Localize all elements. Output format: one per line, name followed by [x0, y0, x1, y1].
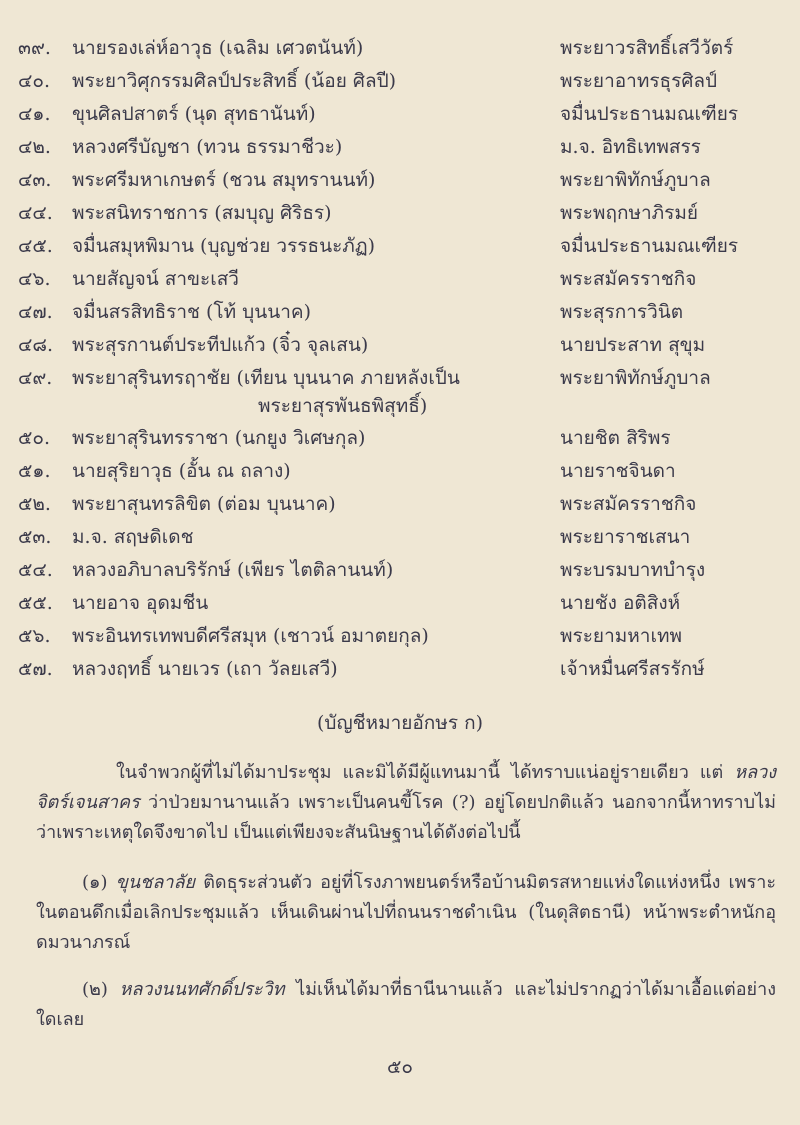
item-number: ๕๔. [18, 559, 53, 581]
item-number: ๕๒. [18, 493, 51, 515]
patron-name: จมื่นประธานมณเฑียร [560, 103, 739, 125]
list-item [0, 32, 800, 65]
item-number: ๔๗. [18, 301, 53, 323]
paragraph-text: ว่าป่วยมานานแล้ว เพราะเป็นคนขี้โรค (?) อยู่โดยปกติแล้ว นอกจากนี้หาทราบไม่ว่าเพราะเหตุใดจึงขาดไป เป็นแต่เพียงจะสันนิษฐานได้ดังต่อไปนี้ [36, 792, 776, 843]
member-list [0, 32, 800, 686]
paragraph-text: ในจำพวกผู้ที่ไม่ได้มาประชุม และมิได้มีผู้แทนมานี้ ได้ทราบแน่อยู่รายเดียว แต่ [116, 762, 735, 783]
member-name: พระสุรกานต์ประทีปแก้ว (จิ๋ว จุลเสน) [72, 334, 369, 356]
list-item [0, 653, 800, 686]
list-item [0, 296, 800, 329]
item-number: ๓๙. [18, 37, 51, 59]
paragraph-text: ติดธุระส่วนตัว อยู่ที่โรงภาพยนตร์หรือบ้านมิตรสหายแห่งใดแห่งหนึ่ง เพราะในตอนดึกเมื่อเลิกประชุมแล้ว เห็นเดินผ่านไปที่ถนนราชดำเนิน (ในดุสิตธานี) หน้าพระตำหนักอุดมวนาภรณ์ [36, 872, 776, 953]
patron-name: พระสมัครราชกิจ [560, 493, 697, 515]
paragraph-text: (๑) [82, 872, 116, 893]
item-number: ๔๖. [18, 268, 51, 290]
list-item [0, 422, 800, 455]
member-name: ม.จ. สฤษดิเดช [72, 526, 194, 548]
patron-name: พระยาอาทรธุรศิลป์ [560, 70, 718, 92]
member-name: พระยาวิศุกรรมศิลป์ประสิทธิ์ (น้อย ศิลปี) [72, 70, 397, 92]
patron-name: พระบรมบาทบำรุง [560, 559, 706, 581]
item-number: ๕๑. [18, 460, 51, 482]
item-number: ๔๙. [18, 367, 53, 389]
item-number: ๕๕. [18, 592, 53, 614]
patron-name: นายชิต สิริพร [560, 427, 671, 449]
list-item [0, 164, 800, 197]
member-name: นายสัญจน์ สาขะเสวี [72, 268, 239, 290]
person-name: ขุนชลาลัย [115, 872, 196, 893]
list-item [0, 362, 800, 422]
list-item [0, 455, 800, 488]
paragraph-item-2 [36, 975, 776, 1035]
paragraph-intro [36, 758, 776, 848]
member-name: พระอินทรเทพบดีศรีสมุห (เชาวน์ อมาตยกุล) [72, 625, 429, 647]
list-item [0, 521, 800, 554]
member-name: นายอาจ อุดมชีน [72, 592, 209, 614]
item-number: ๕๐. [18, 427, 51, 449]
patron-name: นายประสาท สุขุม [560, 334, 706, 356]
member-name: นายรองเล่ห์อาวุธ (เฉลิม เศวตนันท์) [72, 37, 364, 59]
page-number: ๕๐ [387, 1056, 413, 1078]
list-item [0, 620, 800, 653]
patron-name: นายราชจินดา [560, 460, 676, 482]
member-name: นายสุริยาวุธ (อั้น ณ ถลาง) [72, 460, 291, 482]
list-item [0, 197, 800, 230]
patron-name: ม.จ. อิทธิเทพสรร [560, 136, 701, 158]
member-name: พระศรีมหาเกษตร์ (ชวน สมุทรานนท์) [72, 169, 376, 191]
patron-name: พระยามหาเทพ [560, 625, 682, 647]
list-item [0, 131, 800, 164]
member-name: พระสนิทราชการ (สมบุญ ศิริธร) [72, 202, 332, 224]
member-name: จมื่นสรสิทธิราช (โท้ บุนนาค) [72, 301, 311, 323]
patron-name: พระยาวรสิทธิ์เสวีวัตร์ [560, 37, 734, 59]
patron-name: จมื่นประธานมณเฑียร [560, 235, 739, 257]
item-number: ๔๔. [18, 202, 53, 224]
section-heading: (บัญชีหมายอักษร ก) [316, 712, 483, 734]
list-item [0, 587, 800, 620]
patron-name: พระสมัครราชกิจ [560, 268, 697, 290]
item-number: ๕๗. [18, 658, 53, 680]
member-name: พระยาสุนทรลิขิต (ต่อม บุนนาค) [72, 493, 336, 515]
patron-name: พระยาพิทักษ์ภูบาล [560, 367, 711, 389]
patron-name: นายชัง อติสิงห์ [560, 592, 681, 614]
list-item [0, 263, 800, 296]
list-item [0, 230, 800, 263]
item-number: ๔๕. [18, 235, 53, 257]
member-name: หลวงศรีบัญชา (ทวน ธรรมาชีวะ) [72, 136, 343, 158]
item-number: ๔๘. [18, 334, 54, 356]
paragraph-item-1 [36, 868, 776, 958]
list-item [0, 488, 800, 521]
patron-name: พระยาราชเสนา [560, 526, 691, 548]
member-name: พระยาสุรินทรราชา (นกยูง วิเศษกุล) [72, 427, 366, 449]
item-number: ๔๐. [18, 70, 51, 92]
member-name-continued: พระยาสุรพันธพิสุทธิ์) [258, 395, 428, 417]
item-number: ๔๓. [18, 169, 52, 191]
item-number: ๕๖. [18, 625, 51, 647]
member-name: ขุนศิลปสาตร์ (นุด สุทธานันท์) [72, 103, 316, 125]
member-name: พระยาสุรินทรฤาชัย (เทียน บุนนาค ภายหลังเป็น [72, 367, 460, 389]
list-item [0, 65, 800, 98]
member-name: หลวงฤทธิ์ นายเวร (เถา วัลยเสวี) [72, 658, 338, 680]
person-name: หลวงนนทศักดิ์ประวิท [119, 979, 285, 1000]
patron-name: พระยาพิทักษ์ภูบาล [560, 169, 711, 191]
member-name: หลวงอภิบาลบริรักษ์ (เพียร ไตติลานนท์) [72, 559, 394, 581]
member-name: จมื่นสมุหพิมาน (บุญช่วย วรรธนะภัฏ) [72, 235, 375, 257]
item-number: ๔๑. [18, 103, 51, 125]
item-number: ๔๒. [18, 136, 51, 158]
paragraph-text: ไม่เห็นได้มาที่ธานีนานแล้ว และไม่ปรากฏว่าได้มาเอื้อแต่อย่างใดเลย [36, 979, 776, 1030]
patron-name: พระสุรการวินิต [560, 301, 684, 323]
patron-name: พระพฤกษาภิรมย์ [560, 202, 699, 224]
item-number: ๕๓. [18, 526, 52, 548]
person-name: หลวงจิตร์เจนสาคร [36, 762, 776, 813]
patron-name: เจ้าหมื่นศรีสรรักษ์ [560, 658, 705, 680]
list-item [0, 98, 800, 131]
paragraph-text: (๒) [82, 979, 120, 1000]
list-item [0, 329, 800, 362]
list-item [0, 554, 800, 587]
